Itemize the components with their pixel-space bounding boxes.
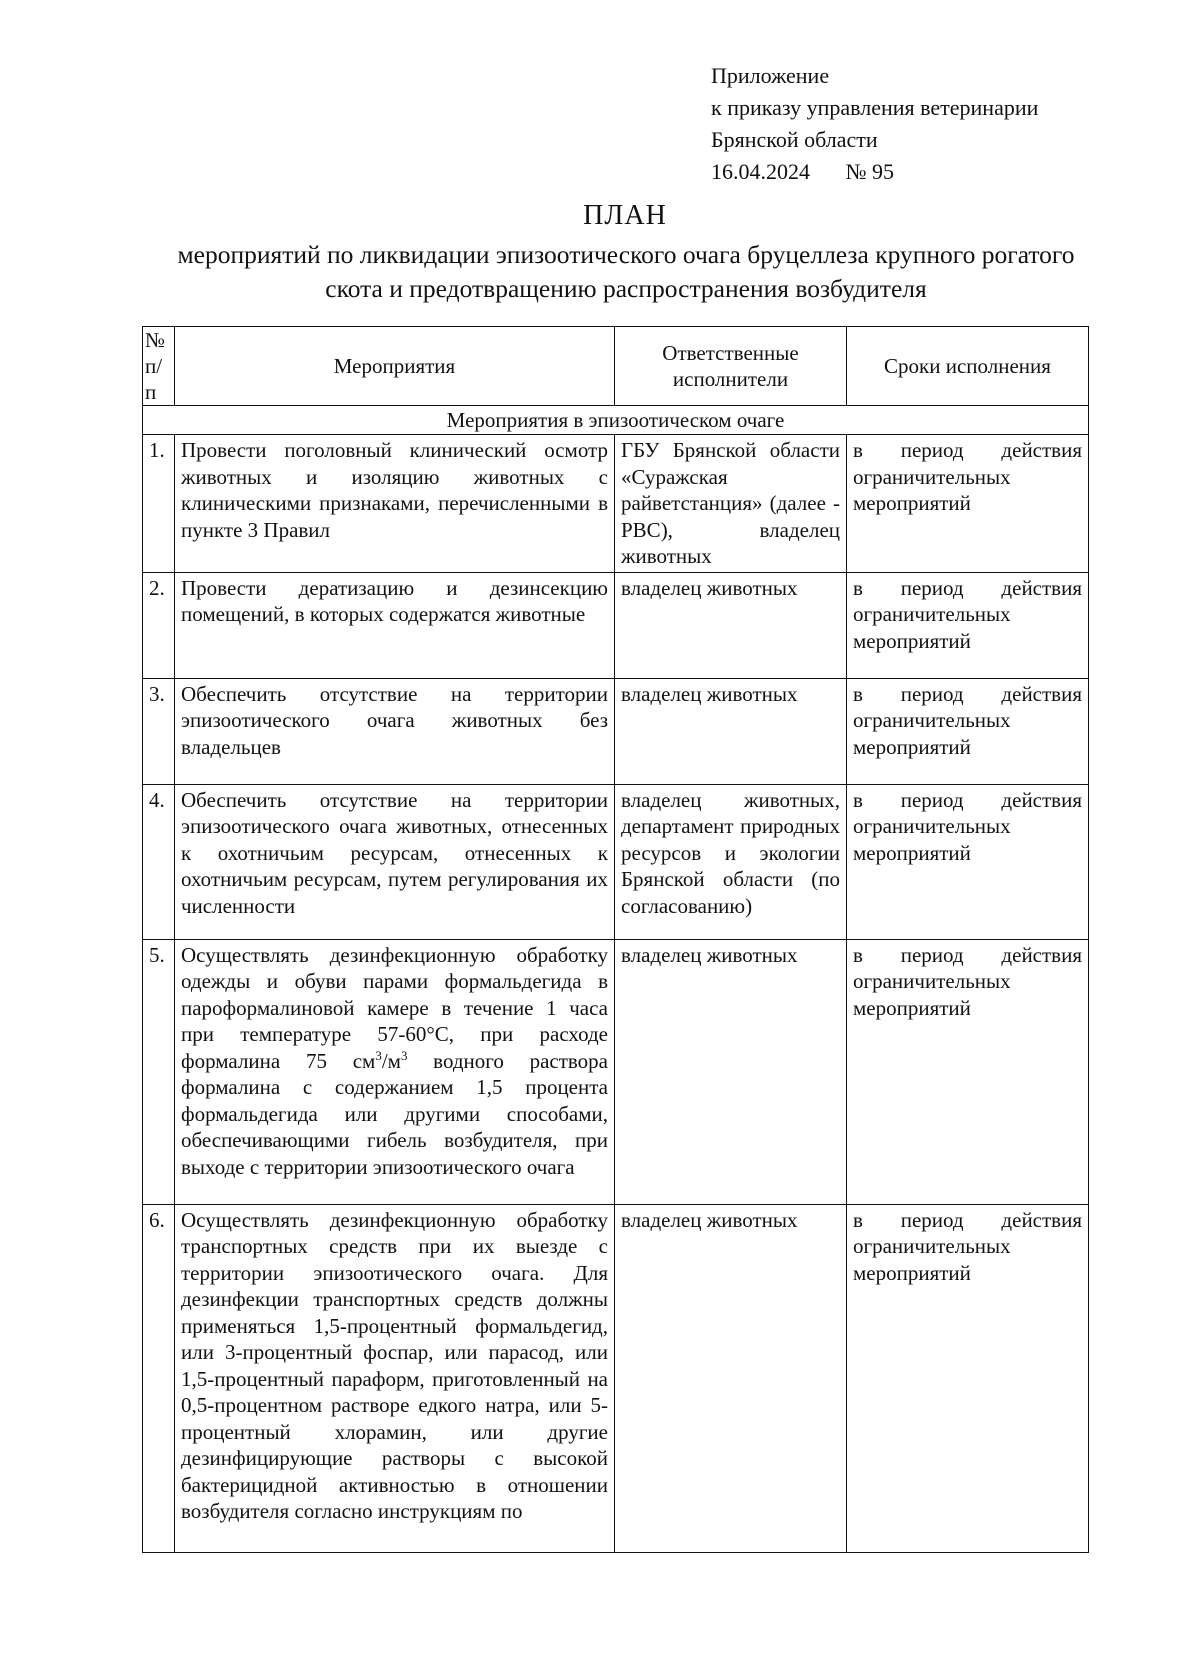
row-responsible: владелец животных [615, 572, 847, 678]
table-row [143, 435, 1089, 573]
section-title: Мероприятия в эпизоотическом очаге [143, 406, 1089, 435]
row-term: в период действия ограничительных мероприятий [847, 435, 1089, 573]
row-measure: Обеспечить отсутствие на территории эпизоотического очага животных, отнесенных к охотничьим ресурсам, отнесенных к охотничьим ресурсам, путем регулирования их численности [175, 784, 615, 939]
row-responsible: владелец животных [615, 1204, 847, 1552]
appendix-line-3: Брянской области [711, 127, 878, 152]
header-terms: Сроки исполнения [847, 327, 1089, 406]
row-responsible: владелец животных [615, 939, 847, 1204]
row-term: в период действия ограничительных мероприятий [847, 784, 1089, 939]
row-measure: Провести поголовный клинический осмотр животных и изоляцию животных с клиническими признаками, перечисленными в пункте 3 Правил [175, 435, 615, 573]
row-responsible: владелец животных, департамент природных ресурсов и экологии Брянской области (по согласованию) [615, 784, 847, 939]
order-number: № 95 [845, 159, 894, 184]
measure-text-part: водного раствора формалина с содержанием 1,5 процента формальдегида или другими способами, обеспечивающими гибель возбудителя, при выходе с территории эпизоотического очага [181, 1048, 609, 1179]
table-row [143, 939, 1089, 1204]
row-number: 5. [143, 939, 175, 1204]
row-measure [175, 939, 615, 1204]
row-term: в период действия ограничительных мероприятий [847, 572, 1089, 678]
row-measure: Провести дератизацию и дезинсекцию помещений, в которых содержатся животные [175, 572, 615, 678]
order-date: 16.04.2024 [711, 159, 810, 184]
appendix-line-1: Приложение [711, 63, 830, 88]
row-number: 6. [143, 1204, 175, 1552]
superscript-3: 3 [400, 1047, 408, 1063]
table-row [143, 1204, 1089, 1552]
row-responsible: владелец животных [615, 678, 847, 784]
table-row [143, 572, 1089, 678]
document-subtitle: мероприятий по ликвидации эпизоотического очага бруцеллеза крупного рогатого скота и предотвращению распространения возбудителя [177, 240, 1075, 303]
row-number: 2. [143, 572, 175, 678]
row-number: 3. [143, 678, 175, 784]
row-measure: Осуществлять дезинфекционную обработку транспортных средств при их выезде с территории эпизоотического очага. Для дезинфекции транспортных средств должны применяться 1,5-процентный формальдегид, или 3-процентный фоспар, или парасод, или 1,5-процентный параформ, приготовленный на 0,5-процентном растворе едкого натра, или 5-процентный хлорамин, или другие дезинфицирующие растворы с высокой бактерицидной активностью в отношении возбудителя согласно инструкциям по [175, 1204, 615, 1552]
section-row [143, 406, 1089, 435]
row-term: в период действия ограничительных мероприятий [847, 939, 1089, 1204]
table-row [143, 678, 1089, 784]
header-num: № п/п [143, 327, 175, 406]
header-measures: Мероприятия [175, 327, 615, 406]
superscript-3: 3 [375, 1047, 382, 1063]
header-responsible: Ответственные исполнители [615, 327, 847, 406]
document-title: ПЛАН [583, 200, 667, 231]
row-number: 4. [143, 784, 175, 939]
appendix-date-line [711, 156, 1038, 188]
measure-text-part: /м [381, 1048, 401, 1073]
row-term: в период действия ограничительных мероприятий [847, 1204, 1089, 1552]
row-number: 1. [143, 435, 175, 573]
row-responsible: ГБУ Брянской области «Суражская райветстанция» (далее - РВС), владелец животных [615, 435, 847, 573]
appendix-block [711, 60, 1038, 188]
table-row [143, 784, 1089, 939]
plan-table [142, 326, 1089, 1553]
row-term: в период действия ограничительных мероприятий [847, 678, 1089, 784]
row-measure: Обеспечить отсутствие на территории эпизоотического очага животных без владельцев [175, 678, 615, 784]
measure-text-part: Осуществлять дезинфекционную обработку одежды и обуви парами формальдегида в пароформалиновой камере в течение 1 часа при температуре 57-60°C, при расходе формалина 75 см [181, 942, 608, 1073]
table-header-row [143, 327, 1089, 406]
appendix-line-2: к приказу управления ветеринарии [711, 95, 1039, 120]
